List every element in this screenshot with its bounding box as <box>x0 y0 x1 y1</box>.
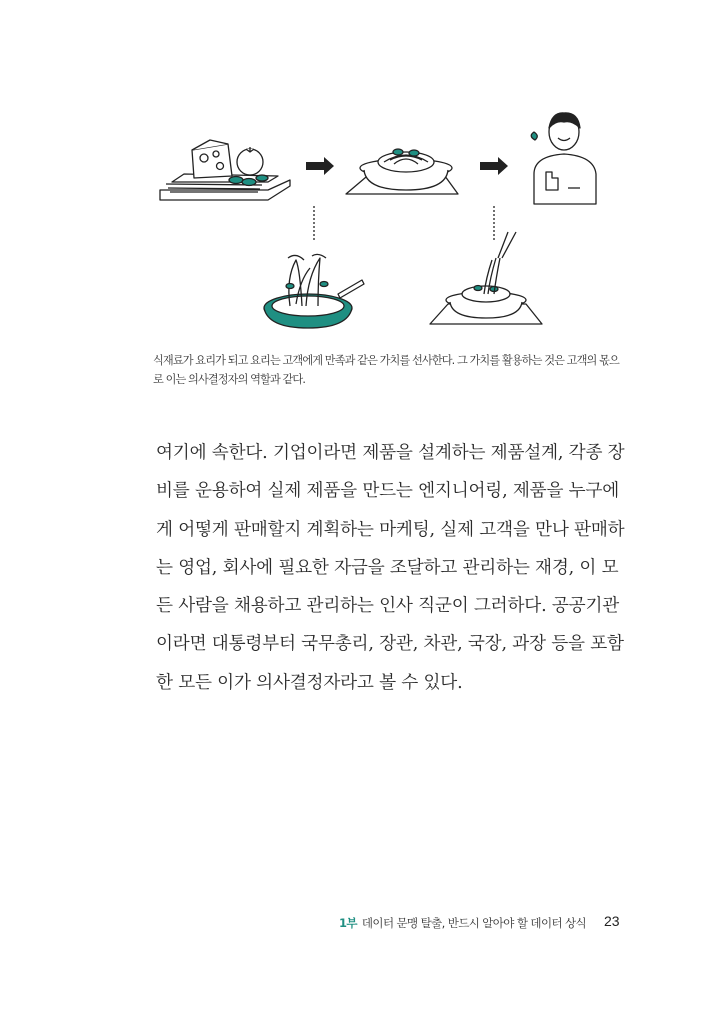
body-line: 한 모든 이가 의사결정자라고 볼 수 있다. <box>156 672 463 693</box>
fork-pasta-icon <box>430 232 542 324</box>
ingredients-board-icon <box>160 140 290 200</box>
figure-caption: 식재료가 요리가 되고 요리는 고객에게 만족과 같은 가치를 선사한다. 그 가치를 활용하는 것은 고객의 몫으로 이는 의사결정자의 역할과 같다. <box>153 354 619 386</box>
cooking-illustration <box>150 108 610 340</box>
arrow-right-icon <box>480 157 508 175</box>
body-line: 게 어떻게 판매할지 계획하는 마케팅, 실제 고객을 만나 판매하 <box>156 519 625 540</box>
body-line: 여기에 속한다. 기업이라면 제품을 설계하는 제품설계, 각종 장 <box>156 443 625 463</box>
running-footer <box>339 915 586 931</box>
body-line: 비를 운용하여 실제 제품을 만드는 엔지니어링, 제품을 누구에 <box>156 481 620 502</box>
footer-title: 데이터 문맹 탈출, 반드시 알아야 할 데이터 상식 <box>361 916 587 930</box>
footer-part-label: 1부 <box>339 916 357 930</box>
body-line: 이라면 대통령부터 국무총리, 장관, 차관, 국장, 과장 등을 포함 <box>156 634 624 655</box>
pasta-plate-icon <box>346 149 458 194</box>
page-number: 23 <box>604 913 620 929</box>
body-line: 든 사람을 채용하고 관리하는 인사 직군이 그러하다. 공공기관 <box>156 596 620 617</box>
body-line: 는 영업, 회사에 필요한 자금을 조달하고 관리하는 재경, 이 모 <box>156 557 619 578</box>
frying-pan-icon <box>264 254 364 328</box>
arrow-right-icon <box>306 157 334 175</box>
body-paragraph <box>156 434 625 702</box>
happy-customer-icon <box>531 113 596 204</box>
